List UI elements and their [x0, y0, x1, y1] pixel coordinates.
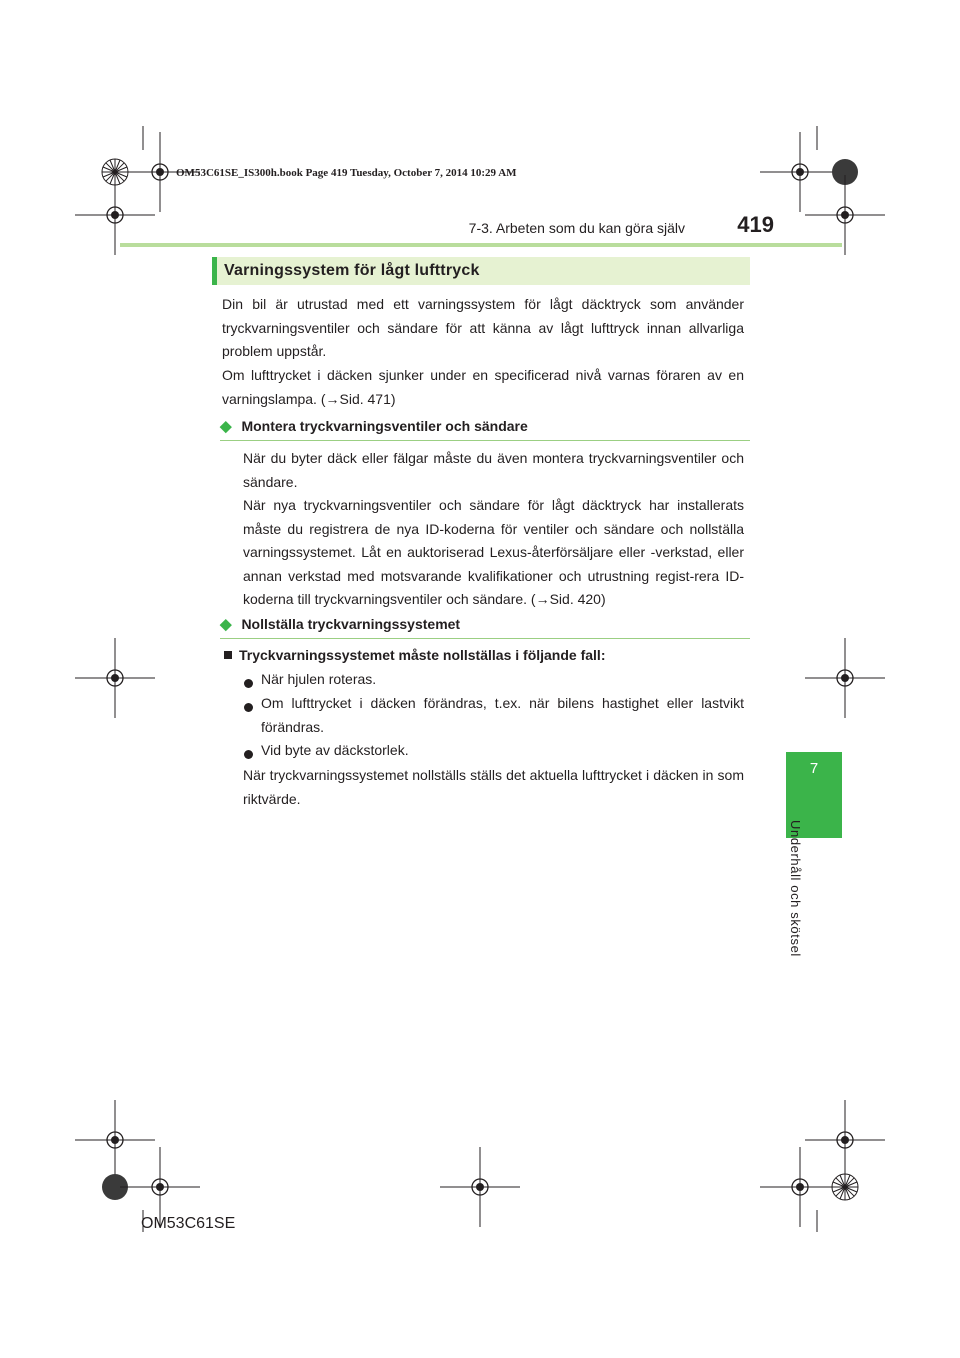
print-info: OM53C61SE_IS300h.book Page 419 Tuesday, October 7, 2014 10:29 AM — [176, 167, 517, 179]
subsection-title-1: Montera tryckvarningsventiler och sändare — [241, 418, 528, 434]
subsection-heading-2 — [220, 615, 460, 633]
square-bullet-icon — [224, 651, 232, 659]
closing-paragraph: När tryckvarningssystemet nollställs ställs det aktuella lufttrycket i däcken in som riktvärde. — [243, 767, 744, 807]
bullet-item-2: Om lufttrycket i däcken förändras, t.ex. när bilens hastighet eller lastvikt förändras. — [261, 695, 744, 735]
bullet-icon — [244, 675, 253, 693]
page-number: 419 — [737, 212, 774, 237]
bullet-item-1: När hjulen roteras. — [261, 671, 377, 687]
diamond-icon: ◆ — [220, 418, 232, 435]
chapter-tab-number: 7 — [809, 760, 819, 777]
list-heading — [224, 647, 605, 663]
section-title-accent — [212, 257, 217, 285]
section-title: Varningssystem för lågt lufttryck — [224, 262, 480, 279]
running-header: 7-3. Arbeten som du kan göra själv — [468, 220, 685, 236]
subsection-title-2: Nollställa tryckvarningssystemet — [241, 616, 461, 632]
chapter-side-label: Underhåll och skötsel — [788, 820, 803, 957]
list-heading-text: Tryckvarningssystemet måste nollställas i följande fall: — [239, 647, 606, 663]
intro-paragraph-1: Din bil är utrustad med ett varningssystem för lågt däcktryck som använder tryckvarningsventiler och sändare för att känna av lågt lufttryck innan allvarliga problem uppstår. — [222, 296, 744, 359]
manual-code: OM53C61SE — [141, 1215, 236, 1232]
subsection-rule-2 — [220, 638, 750, 639]
bullet-item-3: Vid byte av däckstorlek. — [261, 742, 409, 758]
header-rule — [120, 243, 842, 247]
bullet-icon — [244, 746, 253, 764]
bullet-icon — [244, 699, 253, 717]
intro-paragraph-2: Om lufttrycket i däcken sjunker under en specificerad nivå varnas föraren av en varningslampa. (→Sid. 471) — [222, 367, 744, 407]
subsection1-paragraph-2: När nya tryckvarningsventiler och sändare för lågt däcktryck har installerats måste du registrera de nya ID-koderna för ventiler och sändare och nollställa varningssystemet. Låt en auktoriserad Lexus-återförsäljare eller -verkstad, eller annan verkstad med motsvarande kvalifikationer och utrustning regist-rera ID-koderna till tryckvarningsventiler och sändare. (→Sid. 420) — [243, 497, 744, 607]
subsection-heading-1 — [220, 417, 528, 435]
subsection1-paragraph-1: När du byter däck eller fälgar måste du även montera tryckvarningsventiler och sändare. — [243, 450, 744, 490]
diamond-icon: ◆ — [220, 616, 232, 633]
subsection-rule-1 — [220, 440, 750, 441]
